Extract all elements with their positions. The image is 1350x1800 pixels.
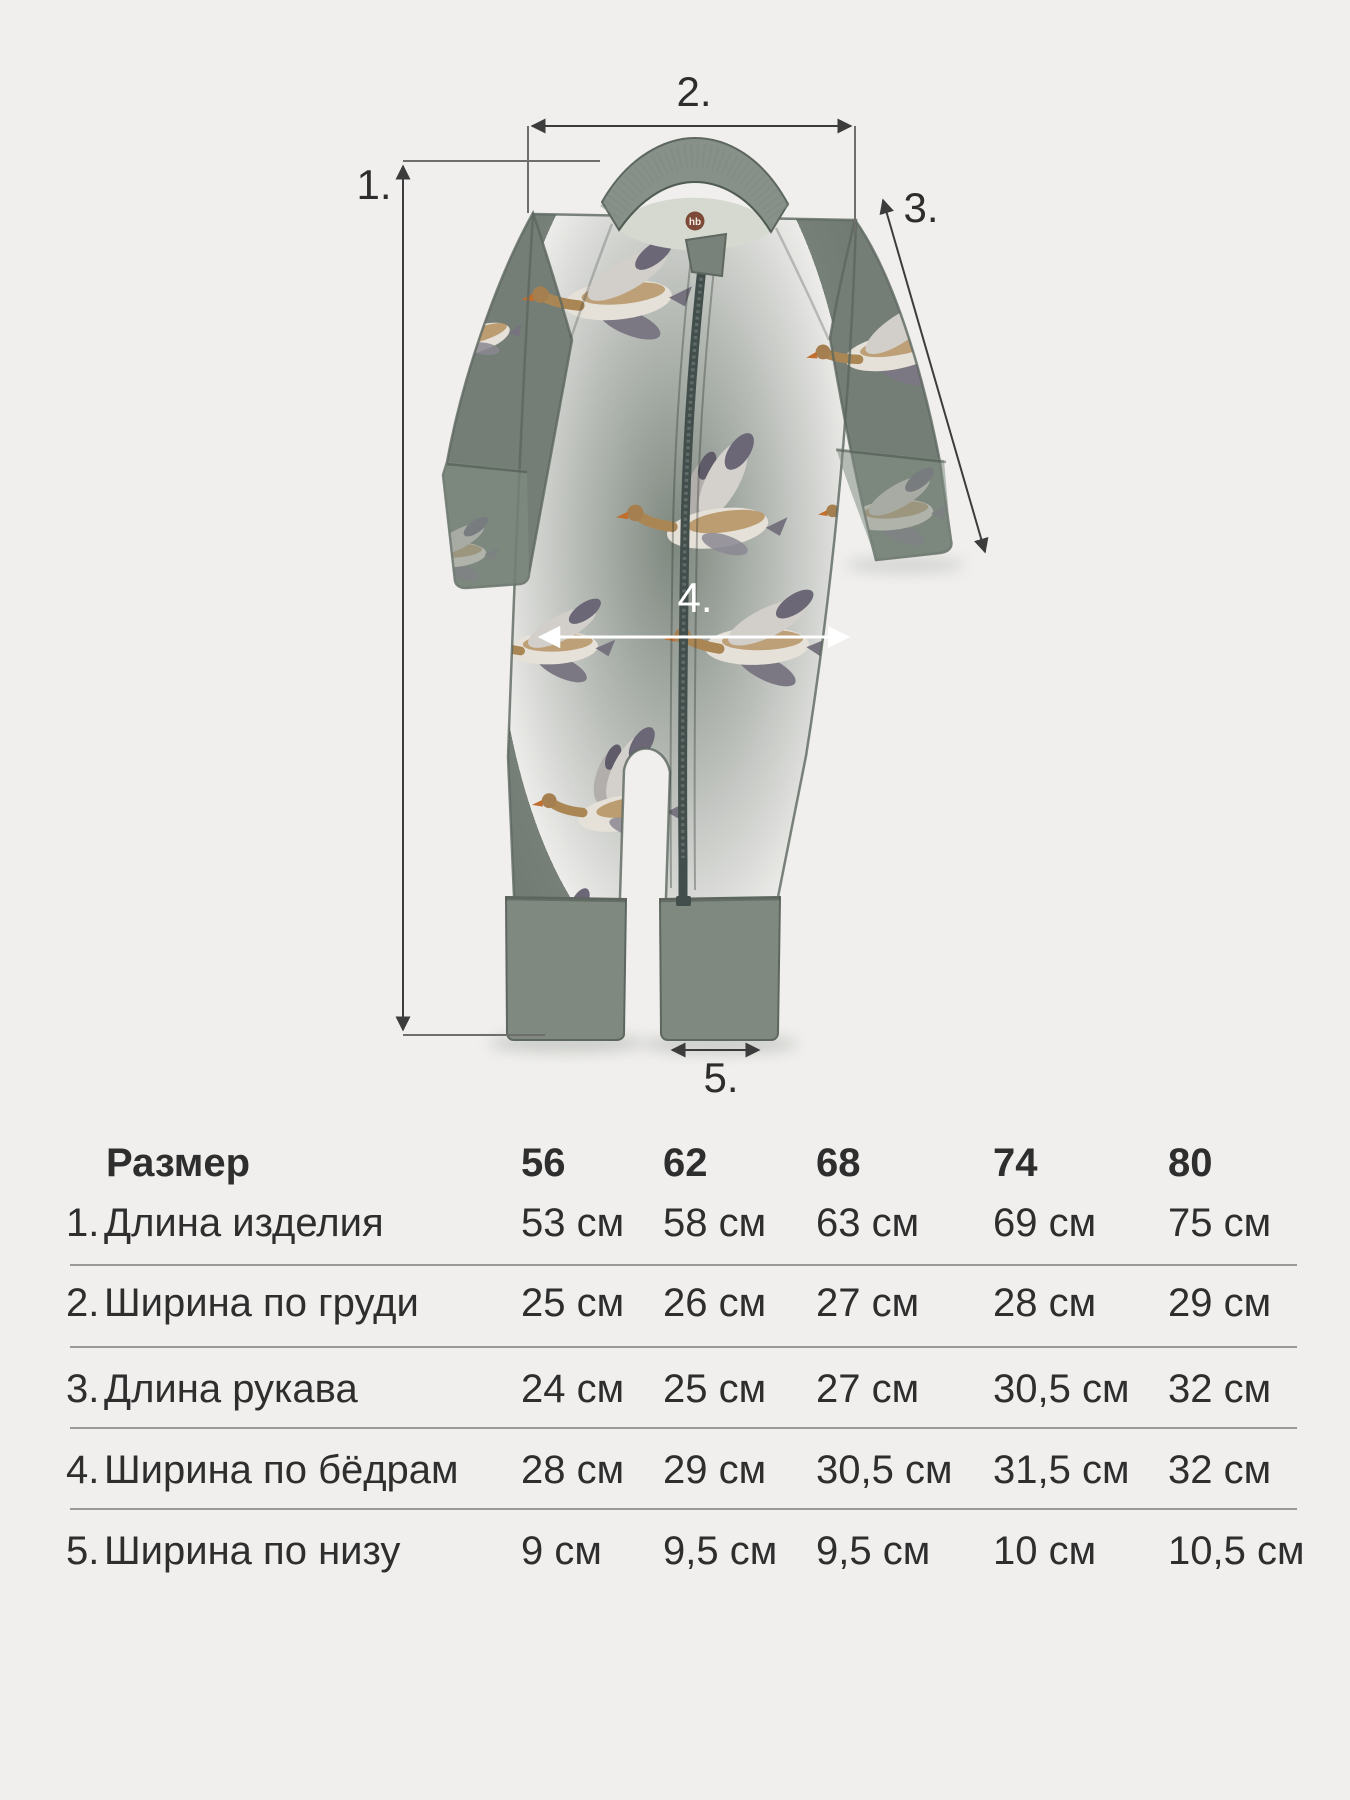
measure-label-4: 4. — [677, 574, 713, 621]
table-row-chest — [0, 1278, 1350, 1328]
row-num: 5. — [66, 1529, 100, 1573]
cell-value: 27 см — [816, 1367, 920, 1411]
cell-value: 69 см — [993, 1201, 1097, 1245]
row-divider — [70, 1508, 1297, 1510]
brand-tag-label: hb — [688, 217, 702, 228]
row-label: Длина рукава — [104, 1367, 358, 1411]
row-divider — [70, 1427, 1297, 1429]
table-row-bottom — [0, 1526, 1350, 1576]
cell-value: 75 см — [1168, 1201, 1272, 1245]
cell-value: 29 см — [1168, 1281, 1272, 1325]
header-size-74: 74 — [993, 1141, 1038, 1185]
cell-value: 32 см — [1168, 1448, 1272, 1492]
leg-cuffs — [506, 897, 780, 1040]
cell-value: 31,5 см — [993, 1448, 1130, 1492]
cell-value: 27 см — [816, 1281, 920, 1325]
measure-label-2: 2. — [676, 68, 712, 115]
table-row-length — [0, 1198, 1350, 1248]
row-label: Ширина по низу — [104, 1529, 401, 1573]
cell-value: 30,5 см — [816, 1448, 953, 1492]
table-row-hips — [0, 1445, 1350, 1495]
measure-label-3: 3. — [903, 184, 939, 231]
row-label: Длина изделия — [104, 1201, 384, 1245]
cell-value: 9,5 см — [816, 1529, 931, 1573]
row-divider — [70, 1264, 1297, 1266]
cell-value: 9,5 см — [663, 1529, 778, 1573]
garment — [389, 138, 977, 1040]
row-label: Ширина по бёдрам — [104, 1448, 459, 1492]
row-num: 3. — [66, 1367, 100, 1411]
cell-value: 63 см — [816, 1201, 920, 1245]
measure-label-1: 1. — [356, 161, 392, 208]
header-size-56: 56 — [521, 1141, 566, 1185]
cell-value: 25 см — [663, 1367, 767, 1411]
table-row-sleeve — [0, 1364, 1350, 1414]
row-num: 4. — [66, 1448, 100, 1492]
cell-value: 25 см — [521, 1281, 625, 1325]
row-label: Ширина по груди — [104, 1281, 419, 1325]
header-size-80: 80 — [1168, 1141, 1213, 1185]
row-divider — [70, 1346, 1297, 1348]
cell-value: 26 см — [663, 1281, 767, 1325]
cell-value: 28 см — [993, 1281, 1097, 1325]
cell-value: 24 см — [521, 1367, 625, 1411]
header-size-62: 62 — [663, 1141, 708, 1185]
cell-value: 28 см — [521, 1448, 625, 1492]
cell-value: 53 см — [521, 1201, 625, 1245]
measure-label-5: 5. — [703, 1054, 739, 1101]
cell-value: 32 см — [1168, 1367, 1272, 1411]
cell-value: 9 см — [521, 1529, 602, 1573]
row-num: 2. — [66, 1281, 100, 1325]
cell-value: 29 см — [663, 1448, 767, 1492]
cell-value: 10,5 см — [1168, 1529, 1305, 1573]
zipper-garage — [686, 234, 726, 276]
row-num: 1. — [66, 1201, 100, 1245]
table-header-row — [0, 1138, 1350, 1188]
cell-value: 30,5 см — [993, 1367, 1130, 1411]
header-size-68: 68 — [816, 1141, 861, 1185]
cell-value: 10 см — [993, 1529, 1097, 1573]
header-size-label: Размер — [106, 1141, 251, 1185]
cell-value: 58 см — [663, 1201, 767, 1245]
